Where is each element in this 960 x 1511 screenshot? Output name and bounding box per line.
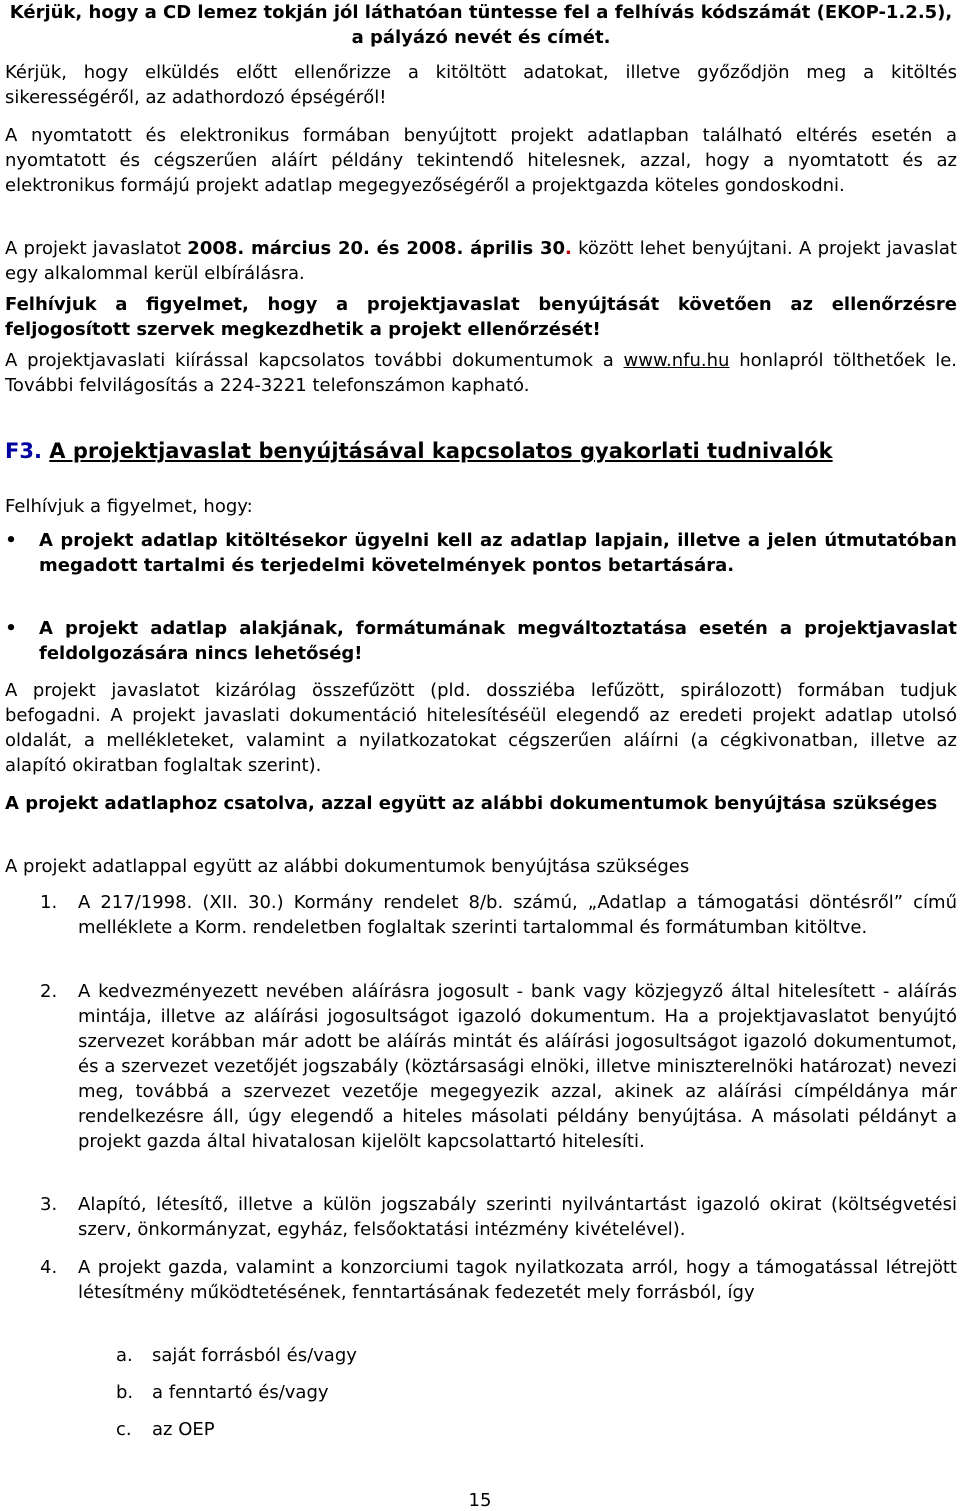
sub-item-letter: a. bbox=[116, 1345, 133, 1366]
item-number: 3. bbox=[40, 1194, 58, 1215]
page-number: 15 bbox=[468, 1490, 492, 1511]
item-number: 1. bbox=[40, 892, 58, 913]
nfu-website-link[interactable]: www.nfu.hu bbox=[623, 350, 730, 371]
deadline-before: A projekt javaslatot bbox=[5, 238, 188, 259]
deadline-date-to: 2008. április 30 bbox=[406, 238, 566, 259]
deadline-after: között lehet benyújtani. A projekt javaslat egy alkalommal kerül elbírálásra. bbox=[5, 238, 957, 284]
bullet-item bbox=[5, 616, 957, 666]
attachments-intro: A projekt adatlappal együtt az alábbi dokumentumok benyújtása szükséges bbox=[5, 856, 690, 877]
sub-item bbox=[5, 1343, 957, 1368]
numbered-item bbox=[5, 1192, 957, 1242]
sub-item-text: saját forrásból és/vagy bbox=[152, 1345, 357, 1366]
docs-info-before: A projektjavaslati kiírással kapcsolatos további dokumentumok a bbox=[5, 350, 624, 371]
numbered-item bbox=[5, 890, 957, 940]
section-title: A projektjavaslat benyújtásával kapcsolatos gyakorlati tudnivalók bbox=[49, 439, 833, 463]
deadline-paragraph bbox=[5, 236, 957, 286]
bullet-text: A projekt adatlap alakjának, formátumának megváltoztatása esetén a projektjavaslat feldolgozására nincs lehetőség! bbox=[39, 618, 957, 664]
sub-item-letter: c. bbox=[116, 1419, 132, 1440]
paper-vs-electronic-paragraph: A nyomtatott és elektronikus formában benyújtott projekt adatlapban található eltérés esetén a nyomtatott és cégszerűen aláírt példány tekintendő hitelesnek, azzal, hogy a nyomtatott és az elektronikus formájú projekt adatlap megegyezőségéről a projektgazda köteles gondoskodni. bbox=[5, 125, 957, 196]
numbered-item bbox=[5, 1255, 957, 1305]
numbered-item bbox=[5, 979, 957, 1154]
cd-label-notice: Kérjük, hogy a CD lemez tokján jól láthatóan tüntesse fel a felhívás kódszámát (EKOP-1.2.5), a pályázó nevét és címét. bbox=[9, 2, 953, 48]
docs-info-after: honlapról tölthetőek le. További felvilágosítás a 224-3221 telefonszámon kapható. bbox=[5, 350, 957, 396]
item-number: 4. bbox=[40, 1257, 58, 1278]
attachments-heading: A projekt adatlaphoz csatolva, azzal együtt az alábbi dokumentumok benyújtása szükséges bbox=[5, 793, 938, 814]
inspection-warning: Felhívjuk a figyelmet, hogy a projektjavaslat benyújtását követően az ellenőrzésre feljogosított szervek megkezdhetik a projekt ellenőrzését! bbox=[5, 294, 957, 340]
deadline-dot: . bbox=[565, 238, 572, 259]
bullet-item bbox=[5, 528, 957, 578]
docs-info-paragraph bbox=[5, 348, 957, 398]
sub-item-text: az OEP bbox=[152, 1419, 215, 1440]
section-label: F3. bbox=[5, 439, 42, 463]
bullet-text: A projekt adatlap kitöltésekor ügyelni kell az adatlap lapjain, illetve a jelen útmutatóban megadott tartalmi és terjedelmi követelmények pontos betartására. bbox=[39, 530, 957, 576]
binding-paragraph: A projekt javaslatot kizárólag összefűzött (pld. dossziéba lefűzött, spirálozott) formában tudjuk befogadni. A projekt javaslati dokumentáció hitelesítéséül elegendő az eredeti projekt adatlap utolsó oldalát, a mellékleteket, valamint a nyilatkozatokat cégszerűen aláírni (a cégkivonatban, illetve az alapító okiratban foglaltak szerint). bbox=[5, 680, 957, 776]
item-text: A 217/1998. (XII. 30.) Kormány rendelet 8/b. számú, „Adatlap a támogatási döntésről” című melléklete a Korm. rendeletben foglaltak szerinti tartalommal és formátumban kitöltve. bbox=[78, 892, 957, 938]
sub-item bbox=[5, 1417, 957, 1442]
bullet-dot-icon: • bbox=[5, 530, 17, 551]
sub-item-letter: b. bbox=[116, 1382, 134, 1403]
section-heading bbox=[5, 437, 957, 465]
sub-item-text: a fenntartó és/vagy bbox=[152, 1382, 329, 1403]
attention-intro: Felhívjuk a figyelmet, hogy: bbox=[5, 496, 253, 517]
item-text: Alapító, létesítő, illetve a külön jogszabály szerinti nyilvántartást igazoló okirat (költségvetési szerv, önkormányzat, egyház, felsőoktatási intézmény kivételével). bbox=[78, 1194, 957, 1240]
check-notice: Kérjük, hogy elküldés előtt ellenőrizze a kitöltött adatokat, illetve győződjön meg a kitöltés sikerességéről, az adathordozó épségéről! bbox=[5, 62, 957, 108]
item-text: A projekt gazda, valamint a konzorciumi tagok nyilatkozata arról, hogy a támogatással létrejött létesítmény működtetésének, fenntartásának fedezetét mely forrásból, így bbox=[78, 1257, 957, 1303]
deadline-date-from: 2008. március 20. bbox=[187, 238, 370, 259]
deadline-and: és bbox=[369, 238, 407, 259]
sub-item bbox=[5, 1380, 957, 1405]
bullet-dot-icon: • bbox=[5, 618, 17, 639]
item-text: A kedvezményezett nevében aláírásra jogosult - bank vagy közjegyző által hitelesített - aláírás mintája, illetve az aláírási jogosultságot igazoló dokumentum. Ha a projektjavaslatot benyújtó szervezet korábban már adott be aláírás mintát és aláírási jogosultságot igazoló dokumentumot, és a szervezet vezetőjét jogszabály (köztársasági elnöki, illetve miniszterelnöki határozat) nevezi meg, továbbá a szervezet vezetője megegyezik azzal, akinek az aláírási címpéldánya már rendelkezésre áll, úgy elegendő a hiteles másolati példány benyújtása. A másolati példányt a projekt gazda által hivatalosan kijelölt kapcsolattartó hitelesíti. bbox=[78, 981, 957, 1152]
item-number: 2. bbox=[40, 981, 58, 1002]
